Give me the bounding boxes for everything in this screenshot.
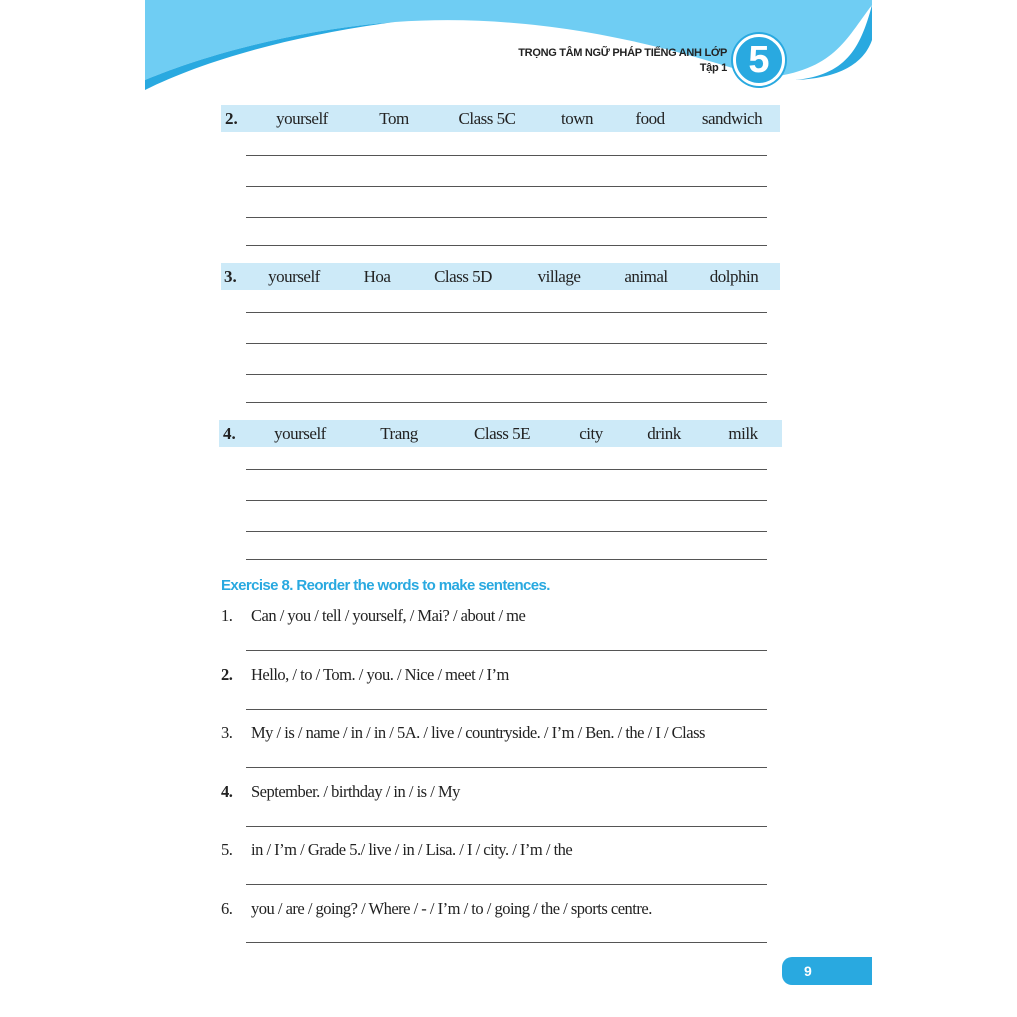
prompt-word: yourself <box>268 267 320 286</box>
row-number: 2. <box>225 109 238 128</box>
word-prompt-row <box>221 105 780 132</box>
answer-line <box>246 650 767 651</box>
answer-line <box>246 826 767 827</box>
answer-line <box>246 245 767 246</box>
prompt-word: town <box>561 109 593 128</box>
answer-line <box>246 217 767 218</box>
item-number: 1. <box>221 606 233 625</box>
answer-line <box>246 884 767 885</box>
prompt-word: food <box>635 109 665 128</box>
answer-line <box>246 343 767 344</box>
page-number: 9 <box>782 957 872 985</box>
prompt-word: city <box>579 424 603 443</box>
prompt-word: sandwich <box>701 109 763 128</box>
item-text: you / are / going? / Where / - / I’m / to / going / the / sports centre. <box>251 899 652 918</box>
answer-line <box>246 312 767 313</box>
prompt-word: Trang <box>380 424 418 443</box>
item-text: Can / you / tell / yourself, / Mai? / about / me <box>251 606 526 625</box>
item-text: September. / birthday / in / is / My <box>251 782 460 801</box>
word-prompt-row <box>219 420 782 447</box>
row-number: 3. <box>224 267 237 286</box>
item-number: 4. <box>221 782 233 801</box>
prompt-word: Class 5D <box>434 267 492 286</box>
exercise-item <box>221 606 525 626</box>
prompt-word: animal <box>624 267 668 286</box>
grade-badge: 5 <box>733 34 785 86</box>
item-number: 2. <box>221 665 233 684</box>
item-number: 5. <box>221 840 233 859</box>
prompt-word: Class 5E <box>474 424 530 443</box>
prompt-word: yourself <box>274 424 326 443</box>
answer-line <box>246 709 767 710</box>
prompt-word: Hoa <box>363 267 391 286</box>
answer-line <box>246 402 767 403</box>
item-text: in / I’m / Grade 5./ live / in / Lisa. / I / city. / I’m / the <box>251 840 573 859</box>
item-number: 6. <box>221 899 233 918</box>
prompt-word: dolphin <box>709 267 759 286</box>
item-text: Hello, / to / Tom. / you. / Nice / meet / I’m <box>251 665 509 684</box>
exercise-8-title: Exercise 8. Reorder the words to make sentences. <box>221 577 550 594</box>
exercise-item <box>221 782 460 802</box>
series-title: TRỌNG TÂM NGỮ PHÁP TIẾNG ANH LỚP <box>518 47 727 59</box>
row-number: 4. <box>223 424 236 443</box>
answer-line <box>246 500 767 501</box>
answer-line <box>246 942 767 943</box>
prompt-word: village <box>537 267 581 286</box>
answer-line <box>246 531 767 532</box>
answer-line <box>246 186 767 187</box>
answer-line <box>246 155 767 156</box>
item-number: 3. <box>221 723 233 742</box>
answer-line <box>246 767 767 768</box>
word-prompt-row <box>221 263 780 290</box>
exercise-item <box>221 723 705 743</box>
volume-label: Tập 1 <box>699 62 727 74</box>
exercise-item <box>221 665 509 685</box>
exercise-item <box>221 899 652 919</box>
book-title <box>518 46 727 76</box>
item-text: My / is / name / in / in / 5A. / live / countryside. / I’m / Ben. / the / I / Class <box>251 723 705 742</box>
prompt-word: drink <box>647 424 681 443</box>
prompt-word: yourself <box>276 109 328 128</box>
prompt-word: Class 5C <box>458 109 516 128</box>
prompt-word: Tom <box>379 109 409 128</box>
prompt-word: milk <box>728 424 758 443</box>
answer-line <box>246 559 767 560</box>
exercise-item <box>221 840 572 860</box>
answer-line <box>246 469 767 470</box>
answer-line <box>246 374 767 375</box>
